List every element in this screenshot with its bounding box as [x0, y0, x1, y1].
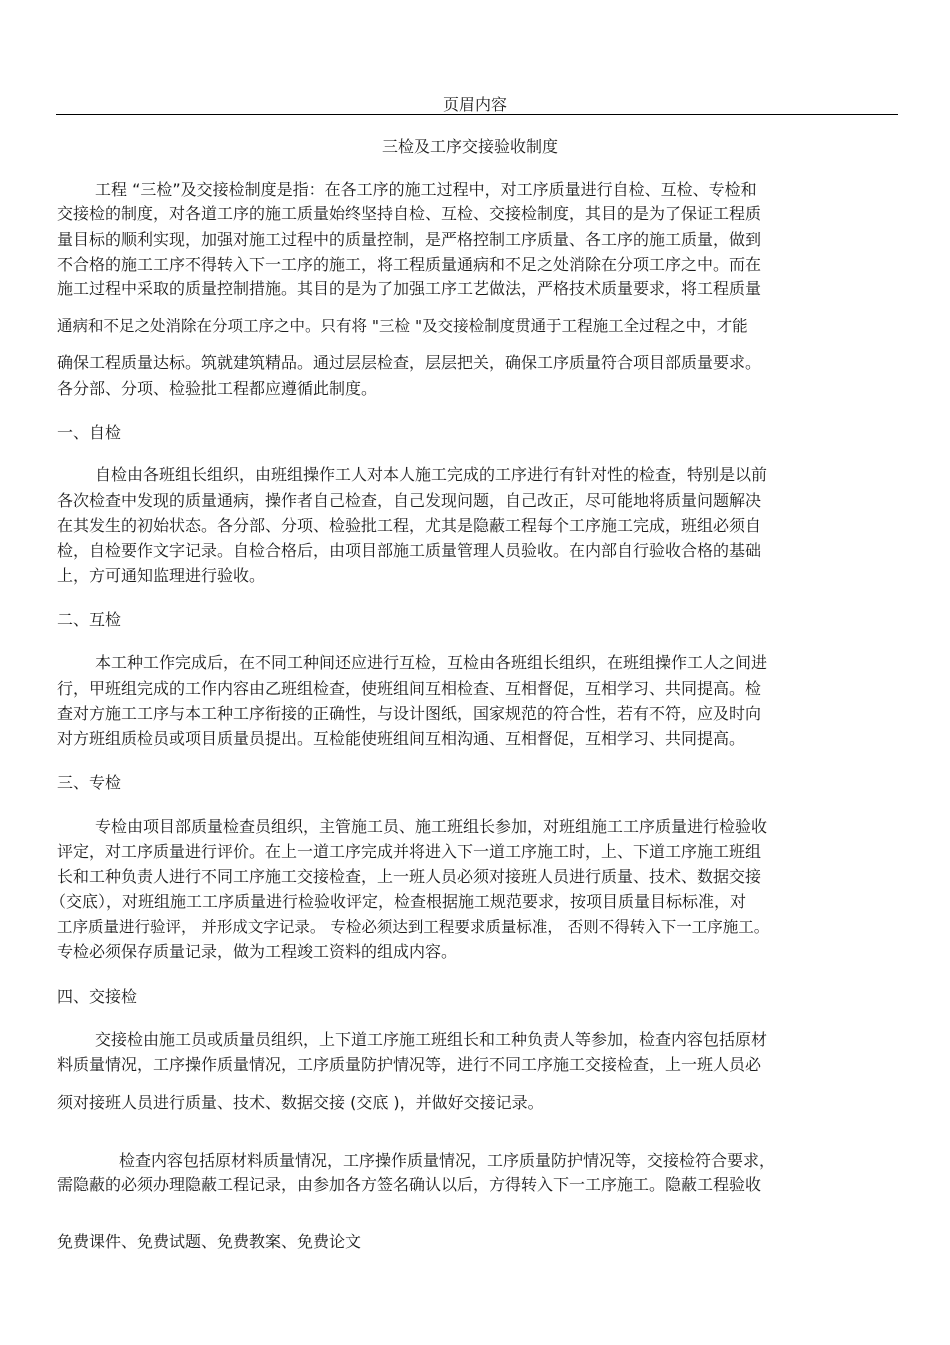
intro-line: 确保工程质量达标。筑就建筑精品。通过层层检查，层层把关，确保工序质量符合项目部质量要求。 [57, 353, 762, 372]
section-line: 评定，对工序质量进行评价。在上一道工序完成并将进入下一道工序施工时，上、下道工序施工班组 [57, 842, 762, 861]
section-line: 在其发生的初始状态。各分部、分项、检验批工程，尤其是隐蔽工程每个工序施工完成，班组必须自 [57, 516, 762, 535]
intro-line: 不合格的施工工序不得转入下一工序的施工，将工程质量通病和不足之处消除在分项工序之中。而在 [57, 255, 762, 274]
closing-line: 需隐蔽的必须办理隐蔽工程记录，由参加各方签名确认以后，方得转入下一工序施工。隐蔽工程验收 [57, 1175, 762, 1194]
section-line: 交接检由施工员或质量员组织，上下道工序施工班组长和工种负责人等参加，检查内容包括原材 [95, 1030, 768, 1049]
section-line: 检，自检要作文字记录。自检合格后，由项目部施工质量管理人员验收。在内部自行验收合格的基础 [57, 541, 762, 560]
document-title: 三检及工序交接验收制度 [381, 137, 558, 156]
section-heading: 二、互检 [57, 610, 122, 629]
section-line: 长和工种负责人进行不同工序施工交接检查，上一班人员必须对接班人员进行质量、技术、数据交接 [57, 867, 762, 886]
section-line: 专检由项目部质量检查员组织，主管施工员、施工班组长参加，对班组施工工序质量进行检验收 [95, 817, 768, 836]
intro-line: 量目标的顺利实现，加强对施工过程中的质量控制，是严格控制工序质量、各工序的施工质量，做到 [57, 230, 762, 249]
section-line: 工序质量进行验评， 并形成文字记录。 专检必须达到工程要求质量标准， 否则不得转入下一工序施工。 [57, 918, 770, 936]
section-line: 查对方施工工序与本工种工序衔接的正确性，与设计图纸，国家规范的符合性，若有不符，应及时向 [57, 704, 762, 723]
section-line: 专检必须保存质量记录，做为工程竣工资料的组成内容。 [57, 942, 458, 961]
intro-line: 各分部、分项、检验批工程都应遵循此制度。 [57, 379, 378, 398]
section-line: 上，方可通知监理进行验收。 [57, 566, 266, 585]
section-line: 本工种工作完成后，在不同工种间还应进行互检，互检由各班组长组织，在班组操作工人之间进 [95, 653, 768, 672]
section-line: 各次检查中发现的质量通病，操作者自己检查，自己发现问题，自己改正，尽可能地将质量问题解决 [57, 491, 762, 510]
section-line: 自检由各班组长组织，由班组操作工人对本人施工完成的工序进行有针对性的检查，特别是以前 [95, 465, 768, 484]
section-heading: 一、自检 [57, 423, 122, 442]
header-divider [56, 114, 898, 115]
section-heading: 三、专检 [57, 773, 122, 792]
intro-line: 施工过程中采取的质量控制措施。其目的是为了加强工序工艺做法，严格技术质量要求，将工程质量 [57, 279, 762, 298]
section-line: 对方班组质检员或项目质量员提出。互检能使班组间互相沟通、互相督促，互相学习、共同提高。 [57, 729, 746, 748]
section-line: 须对接班人员进行质量、技术、数据交接 (交底 )，并做好交接记录。 [57, 1093, 544, 1112]
intro-line: 工程 “三检”及交接检制度是指：在各工序的施工过程中，对工序质量进行自检、互检、专检和 [95, 180, 757, 199]
closing-line: 检查内容包括原材料质量情况，工序操作质量情况，工序质量防护情况等，交接检符合要求， [119, 1151, 776, 1170]
section-heading: 四、交接检 [57, 987, 138, 1006]
intro-line: 交接检的制度，对各道工序的施工质量始终坚持自检、互检、交接检制度，其目的是为了保证工程质 [57, 204, 762, 223]
page-footer: 免费课件、免费试题、免费教案、免费论文 [57, 1232, 362, 1251]
section-line: 料质量情况，工序操作质量情况，工序质量防护情况等，进行不同工序施工交接检查，上一班人员必 [57, 1055, 762, 1074]
page-header: 页眉内容 [442, 95, 507, 114]
section-line: 行，甲班组完成的工作内容由乙班组检查，使班组间互相检查、互相督促，互相学习、共同提高。检 [57, 679, 762, 698]
section-line: （交底），对班组施工工序质量进行检验收评定，检查根据施工规范要求，按项目质量目标标准，对 [50, 892, 747, 911]
intro-line: 通病和不足之处消除在分项工序之中。只有将 "三检 "及交接检制度贯通于工程施工全过程之中，才能 [57, 317, 748, 335]
